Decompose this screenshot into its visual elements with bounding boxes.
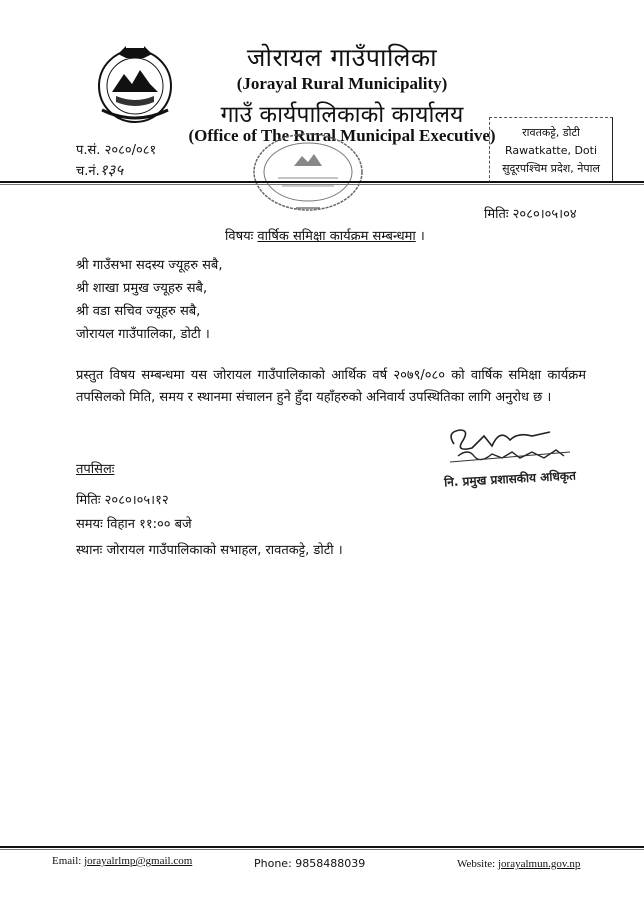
- footer-phone: [254, 857, 365, 870]
- detail-time: समयः विहान ११:०० बजे: [76, 517, 192, 532]
- letter-date: मितिः २०८०।०५।०४: [484, 207, 577, 222]
- header-divider-thin: [0, 184, 644, 185]
- address-line-3: सुदूरपश्चिम प्रदेश, नेपाल: [502, 162, 600, 175]
- dispatch-number: [76, 160, 123, 180]
- footer-divider: [0, 846, 644, 848]
- email-link[interactable]: jorayalrlmp@gmail.com: [84, 855, 193, 867]
- municipality-name-english: (Jorayal Rural Municipality): [236, 74, 448, 93]
- subject-label: विषयः: [225, 229, 254, 244]
- footer-email: [52, 855, 192, 867]
- office-stamp-seal: [248, 132, 368, 218]
- subject-line: [225, 226, 425, 244]
- dispatch-value: १३५: [99, 161, 124, 179]
- dispatch-label: च.नं.: [76, 164, 100, 179]
- address-line-2: Rawatkatte, Doti: [504, 144, 598, 157]
- recipient-line: श्री गाउँसभा सदस्य ज्यूहरु सबै,: [76, 258, 223, 273]
- municipality-name-nepali: जोरायल गाउँपालिका: [246, 43, 438, 72]
- address-line-1: रावतकट्टे, डोटी: [522, 126, 580, 139]
- phone-label: Phone:: [254, 857, 292, 870]
- phone-number: 9858488039: [295, 857, 366, 870]
- subject-text: वार्षिक समिक्षा कार्यक्रम सम्बन्धमा: [257, 229, 416, 244]
- detail-venue: स्थानः जोरायल गाउँपालिकाको सभाहल, रावतकट्टे, डोटी ।: [76, 543, 343, 558]
- letter-body-paragraph: प्रस्तुत विषय सम्बन्धमा यस जोरायल गाउँपालिकाको आर्थिक वर्ष २०७९/०८० को वार्षिक समिक्षा कार्यक्रम तपसिलको मिति, समय र स्थानमा संचालन हुने हुँदा यहाँहरुको अनिवार्य उपस्थितिका लागि अनुरोध छ ।: [76, 368, 586, 405]
- header-divider: [0, 181, 644, 183]
- signatory-title: नि. प्रमुख प्रशासकीय अधिकृत: [443, 468, 577, 490]
- reference-number: प.सं. २०८०/०८१: [76, 143, 157, 158]
- recipient-line: श्री वडा सचिव ज्यूहरु सबै,: [76, 304, 201, 319]
- footer-divider-thin: [0, 849, 644, 850]
- website-link[interactable]: jorayalmun.gov.np: [497, 858, 581, 870]
- website-label: Website:: [457, 858, 496, 870]
- office-name-english: (Office of The Rural Municipal Executive): [188, 126, 496, 145]
- email-label: Email:: [52, 855, 82, 867]
- details-heading: तपसिलः: [76, 462, 115, 477]
- address-box: [489, 117, 613, 183]
- office-name-nepali: गाउँ कार्यपालिकाको कार्यालय: [220, 102, 464, 128]
- subject-end: ।: [415, 229, 425, 244]
- detail-date: मितिः २०८०।०५।१२: [76, 493, 169, 508]
- footer-website: [457, 858, 580, 870]
- recipient-line: श्री शाखा प्रमुख ज्यूहरु सबै,: [76, 281, 208, 296]
- recipient-line: जोरायल गाउँपालिका, डोटी ।: [76, 327, 210, 342]
